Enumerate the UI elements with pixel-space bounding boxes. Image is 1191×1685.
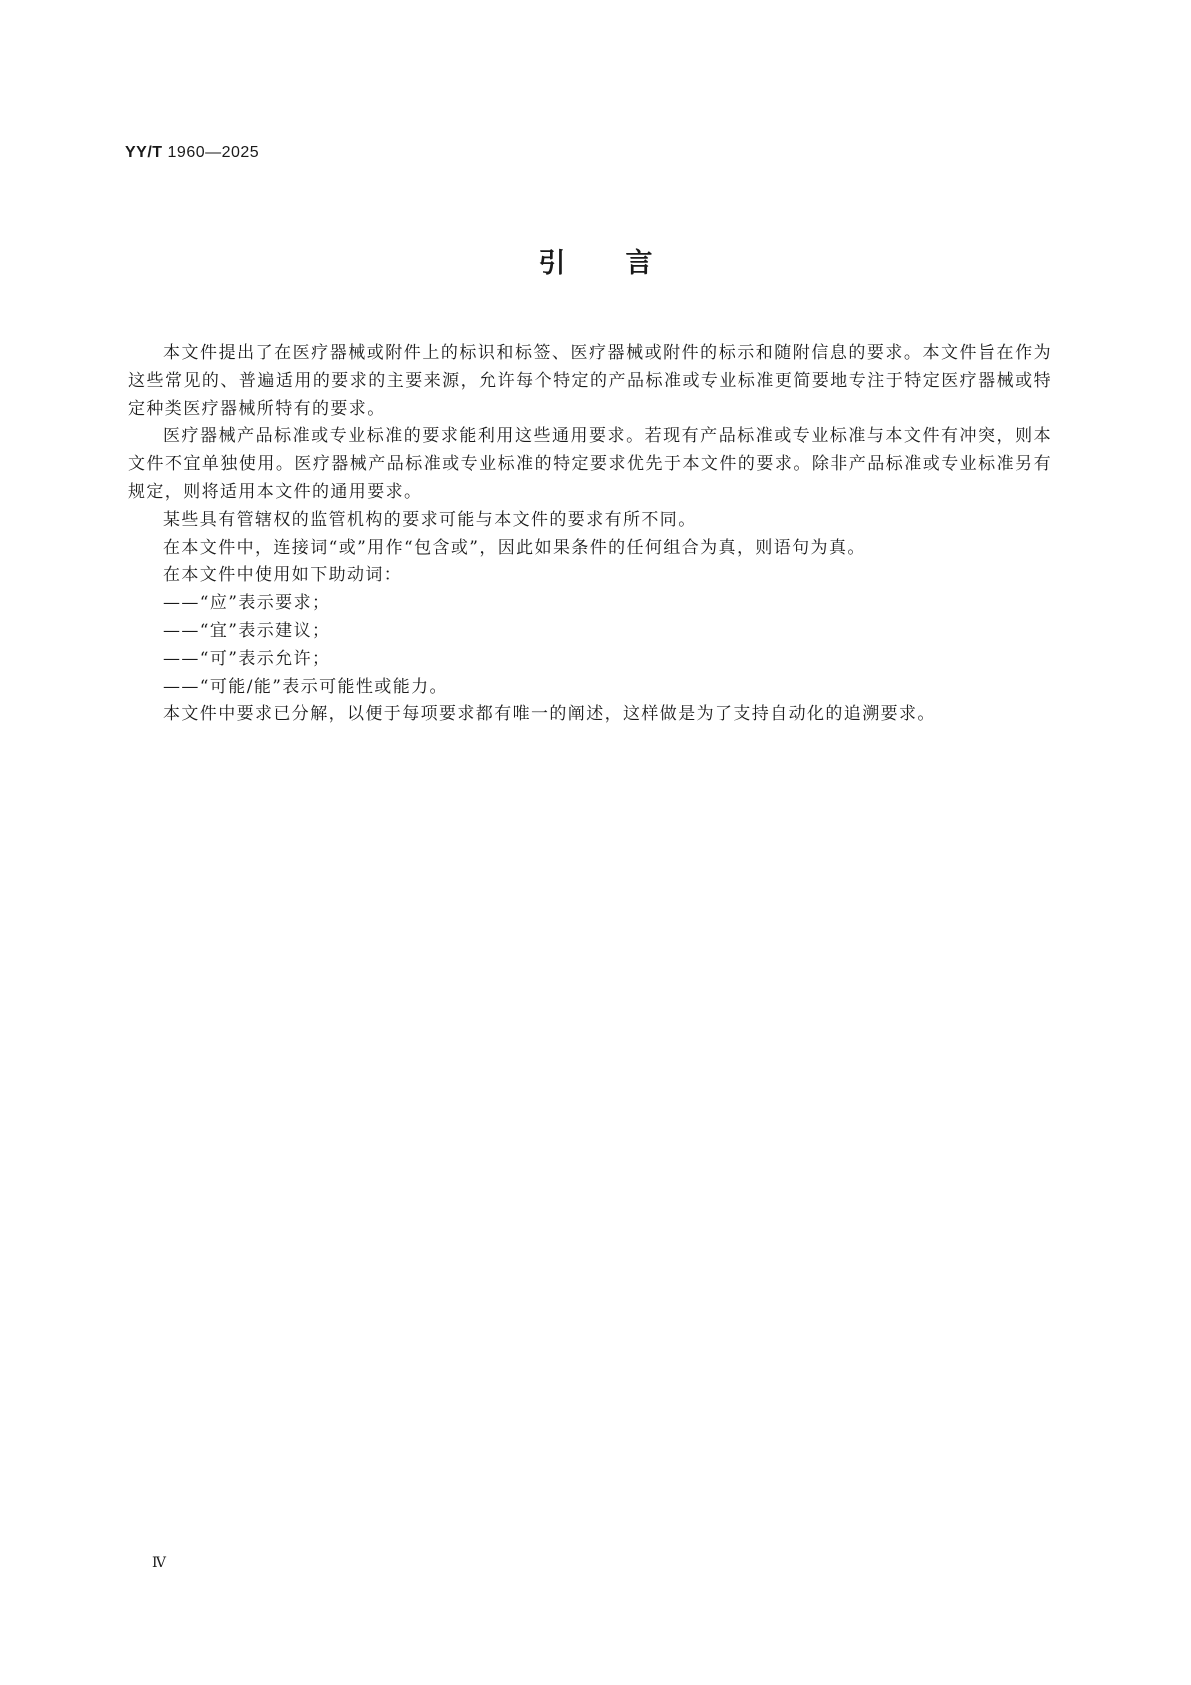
paragraph-verbs-intro: 在本文件中使用如下助动词： xyxy=(163,565,403,586)
paragraph-conjunction: 在本文件中，连接词“或”用作“包含或”，因此如果条件的任何组合为真，则语句为真。 xyxy=(163,537,866,558)
verb-item-can: ——“可能/能”表示可能性或能力。 xyxy=(163,676,448,697)
paragraph-scope: 本文件提出了在医疗器械或附件上的标识和标签、医疗器械或附件的标示和随附信息的要求。本文件旨在作为这些常见的、普遍适用的要求的主要来源，允许每个特定的产品标准或专业标准更简要地专注于特定医疗器械或特定种类医疗器械所特有的要求。 xyxy=(128,343,1052,419)
paragraph-regulatory: 某些具有管辖权的监管机构的要求可能与本文件的要求有所不同。 xyxy=(163,509,697,530)
paragraph-traceability: 本文件中要求已分解，以便于每项要求都有唯一的阐述，这样做是为了支持自动化的追溯要求。 xyxy=(163,704,936,725)
verb-item-may: ——“可”表示允许； xyxy=(163,648,331,669)
paragraph-precedence: 医疗器械产品标准或专业标准的要求能利用这些通用要求。若现有产品标准或专业标准与本文件有冲突，则本文件不宜单独使用。医疗器械产品标准或专业标准的特定要求优先于本文件的要求。除非产品标准或专业标准另有规定，则将适用本文件的通用要求。 xyxy=(128,426,1052,502)
standard-code-prefix: YY/T xyxy=(125,144,163,161)
verb-item-should: ——“宜”表示建议； xyxy=(163,620,331,641)
standard-code xyxy=(125,143,259,163)
standard-code-number: 1960—2025 xyxy=(167,144,260,161)
introduction-body xyxy=(128,340,1052,729)
section-title: 引言 xyxy=(538,248,713,279)
page-number: Ⅳ xyxy=(152,1555,166,1571)
verb-item-shall: ——“应”表示要求； xyxy=(163,593,331,614)
